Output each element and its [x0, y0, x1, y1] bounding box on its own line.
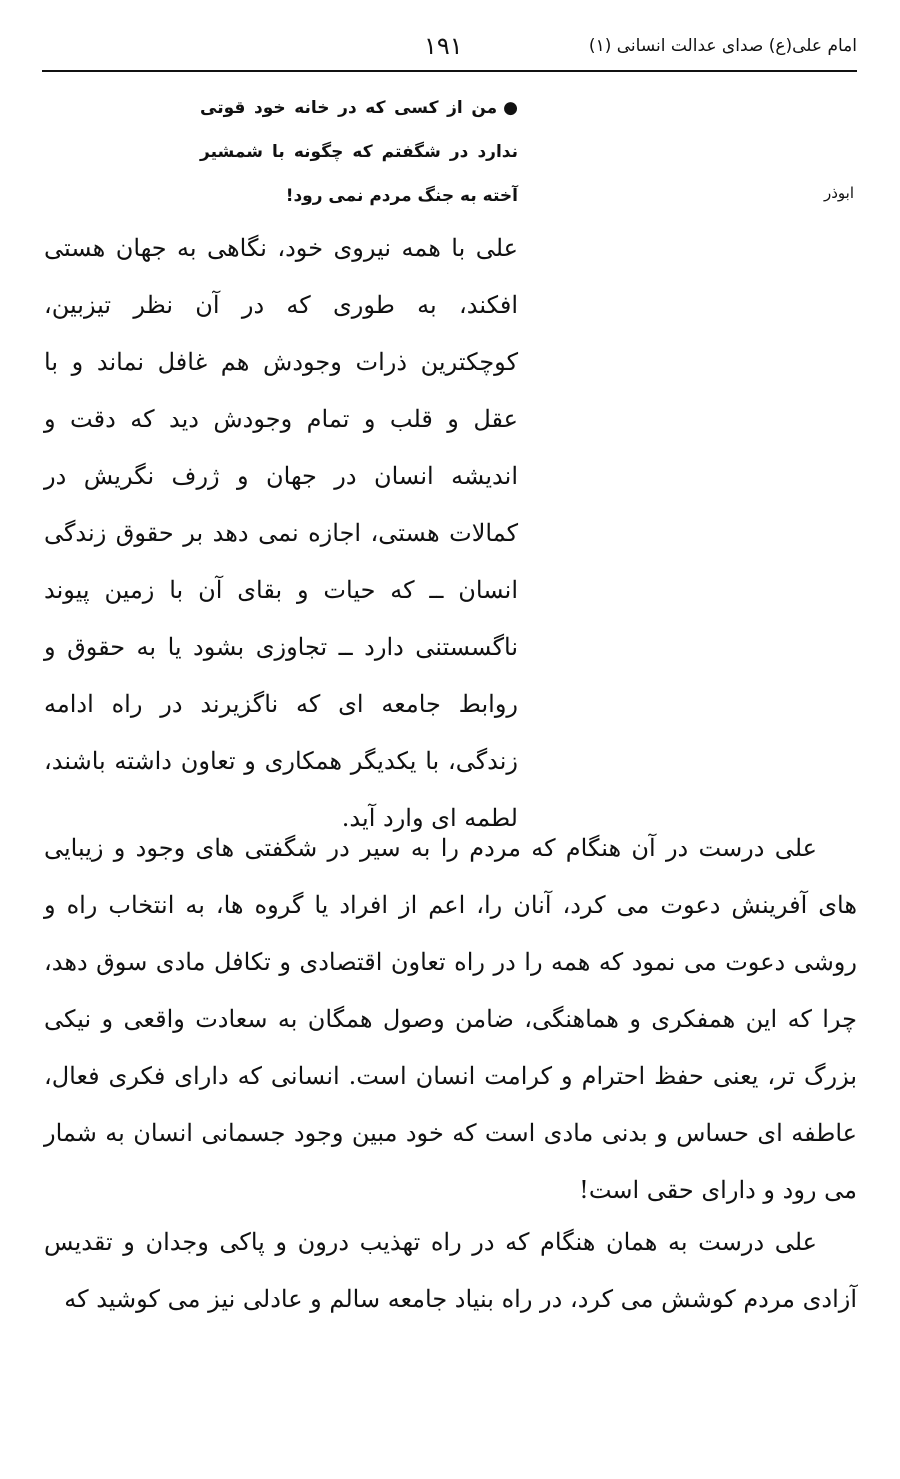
bullet-icon: ●	[503, 98, 518, 118]
header-rule	[42, 70, 857, 72]
page-number: ۱۹۱	[424, 32, 463, 60]
quote-text: من از کسی که در خانه خود قوتی ندارد در شگفتم که چگونه با شمشیر آخته به جنگ مردم نمی رود!	[200, 98, 518, 206]
epigraph-quote	[200, 86, 518, 218]
body-paragraph-narrow: علی با همه نیروی خود، نگاهی به جهان هستی افکند، به طوری که در آن نظر تیزبین، کوچکترین ذرات وجودش هم غافل نماند و با عقل و قلب و تمام وجودش دید که دقت و اندیشه انسان در جهان و ژرف نگریش در کمالات هستی، اجازه نمی دهد بر حقوق زندگی انسان ــ که حیات و بقای آن با زمین پیوند ناگسستنی دارد ــ تجاوزی بشود یا به حقوق و روابط جامعه ای که ناگزیرند در راه ادامه زندگی، با یکدیگر همکاری و تعاون داشته باشند، لطمه ای وارد آید.	[44, 234, 518, 832]
body-paragraph-1: علی درست در آن هنگام که مردم را به سیر در شگفتی های وجود و زیبایی های آفرینش دعوت می کرد، آنان را، اعم از افراد یا گروه ها، به انتخاب راه و روشی دعوت می نمود که همه را در راه تعاون اقتصادی و تکافل مادی سوق دهد، چرا که این همفکری و هماهنگی، ضامن وصول همگان به سعادت واقعی و نیکی بزرگ تر، یعنی حفظ احترام و کرامت انسان است. انسانی که دارای فکری فعال، عاطفه ای حساس و بدنی مادی است که خود مبین وجود جسمانی انسان به شمار می رود و دارای حقی است!	[44, 834, 858, 1204]
page-header	[42, 30, 857, 70]
running-title: امام علی(ع) صدای عدالت انسانی (۱)	[588, 36, 857, 56]
quote-author: ابوذر	[823, 184, 854, 202]
body-paragraph-2: علی درست به همان هنگام که در راه تهذیب درون و پاکی وجدان و تقدیس آزادی مردم کوشش می کرد، در راه بنیاد جامعه سالم و عادلی نیز می کوشید که	[44, 1228, 857, 1313]
